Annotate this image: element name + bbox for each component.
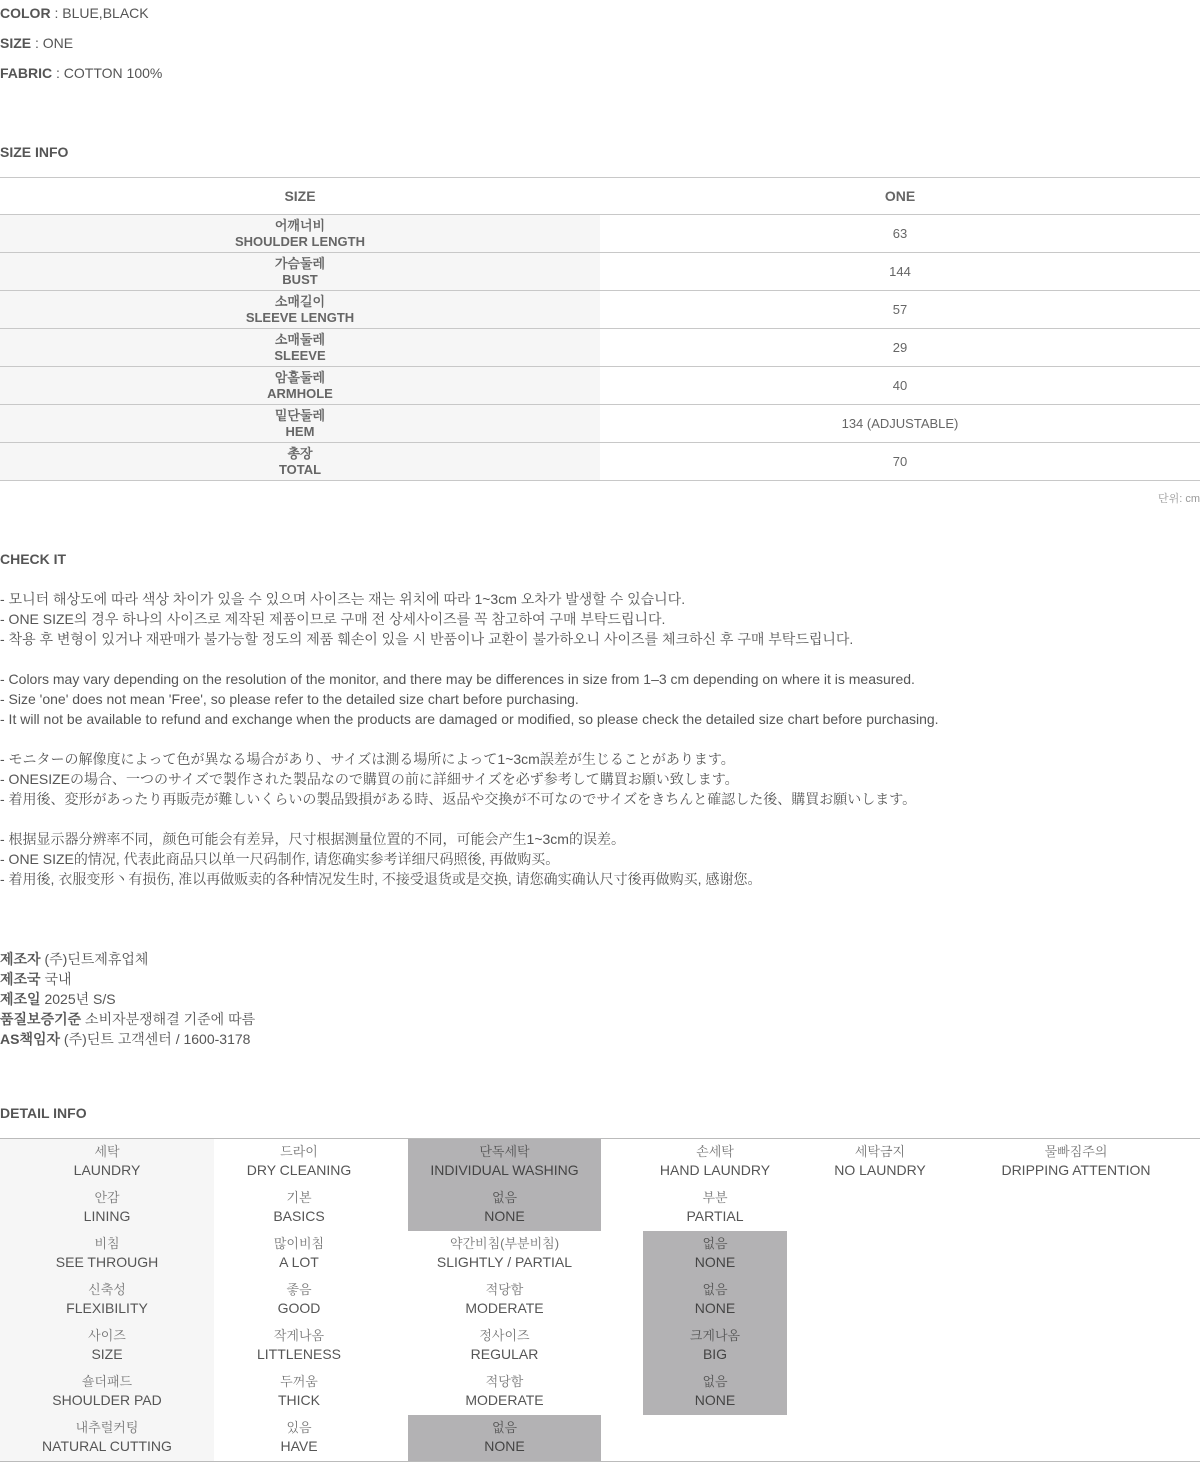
measure-value: 144 [600,253,1200,291]
spec-value: : BLUE,BLACK [50,5,149,21]
measure-label-en: SLEEVE LENGTH [245,309,355,325]
maker-value: (주)딘트제휴업체 [40,951,149,967]
measure-label [0,215,600,253]
detail-option [408,1277,601,1323]
detail-label-ko: 내추럴커팅 [75,1420,139,1435]
detail-label-flexibility [0,1277,214,1323]
detail-label-en: NATURAL CUTTING [42,1438,172,1454]
spec-label: SIZE [0,35,32,51]
option-en: BIG [702,1346,728,1362]
option-en: SLIGHTLY / PARTIAL [436,1254,573,1270]
detail-label-ko: 사이즈 [88,1328,126,1343]
unit-label: 단위: cm [1157,493,1200,505]
measure-label-en: SLEEVE [274,347,326,363]
note-line: - 착용 후 변형이 있거나 재판매가 불가능할 정도의 제품 훼손이 있을 시 반품이나 교환이 불가하오니 사이즈를 체크하신 후 구매 부탁드립니다. [0,631,854,647]
option-ko: 크게나옴 [689,1328,741,1343]
note-line: - 根据显示器分辨率不同，颜色可能会有差异，尺寸根据测量位置的不同，可能会产生1~3cm的误差。 [0,831,625,847]
option-en: INDIVIDUAL WASHING [430,1162,579,1178]
note-line: - Size 'one' does not mean 'Free', so please refer to the detailed size chart before purchasing. [0,691,579,707]
measure-value: 40 [600,367,1200,405]
detail-label-en: SEE THROUGH [55,1254,159,1270]
detail-label-shoulder-pad [0,1369,214,1415]
maker-label: 제조자 [0,951,41,967]
detail-label-en: FLEXIBILITY [66,1300,148,1316]
maker-line [0,989,116,1009]
table-row [0,215,1200,253]
measure-label [0,405,600,443]
option-ko: 약간비침(부분비침) [449,1236,560,1251]
detail-option [214,1139,384,1185]
check-it-title: CHECK IT [0,551,67,567]
note-line: - It will not be available to refund and exchange when the products are damaged or modified, so please check the detailed size chart before purchasing. [0,711,939,727]
option-en: HAND LAUNDRY [659,1162,771,1178]
option-en: MODERATE [465,1300,544,1316]
detail-option-selected [643,1323,787,1369]
detail-option [214,1369,384,1415]
note-line: - Colors may vary depending on the resolution of the monitor, and there may be differences in size from 1–3 cm depending on where it is measured. [0,671,915,687]
spec-fabric [0,65,162,81]
option-ko: 작게나옴 [273,1328,325,1343]
option-en: HAVE [280,1438,318,1454]
size-info-title: SIZE INFO [0,144,69,160]
detail-option [214,1185,384,1231]
option-en: A LOT [279,1254,319,1270]
measure-label [0,443,600,481]
option-ko: 없음 [702,1282,728,1297]
note-line: - モニターの解像度によって色が異なる場合があり、サイズは測る場所によって1~3cm誤差が生じることがあります。 [0,751,735,767]
detail-option [214,1277,384,1323]
option-ko: 적당함 [485,1374,524,1389]
measure-label-ko: 소매길이 [274,293,326,309]
note-line: - ONESIZEの場合、一つのサイズで製作された製品なので購買の前に詳細サイズを必ず参考して購買お願い致します。 [0,771,739,787]
spec-label: COLOR [0,5,51,21]
measure-value: 57 [600,291,1200,329]
option-ko: 부분 [702,1190,728,1205]
measure-label-ko: 밑단둘레 [274,407,326,423]
detail-option [643,1185,787,1231]
detail-option-selected [643,1231,787,1277]
option-ko: 없음 [491,1190,518,1205]
maker-label: 품질보증기준 [0,1011,82,1027]
maker-value: 국내 [40,971,72,987]
measure-label-en: SHOULDER LENGTH [235,233,365,249]
size-table [0,177,1200,481]
detail-label-lining [0,1185,214,1231]
detail-label-see-through [0,1231,214,1277]
detail-label-en: LAUNDRY [73,1162,141,1178]
measure-label-en: TOTAL [278,461,322,477]
table-row [0,367,1200,405]
maker-value: 소비자분쟁해결 기준에 따름 [81,1011,256,1027]
detail-option [810,1139,950,1185]
maker-value: (주)딘트 고객센터 / 1600-3178 [60,1031,251,1047]
option-en: BASICS [273,1208,325,1224]
option-ko: 많이비침 [273,1236,325,1251]
detail-label-ko: 세탁 [94,1144,120,1159]
option-en: THICK [278,1392,320,1408]
maker-label: AS책임자 [0,1031,61,1047]
detail-option [408,1231,601,1277]
note-line: - ONE SIZE의 경우 하나의 사이즈로 제작된 제품이므로 구매 전 상세사이즈를 꼭 참고하여 구매 부탁드립니다. [0,611,666,627]
maker-line [0,949,148,969]
note-line: - ONE SIZE的情况, 代表此商品只以单一尺码制作, 请您确实参考详细尺码照後, 再做购买。 [0,851,560,867]
option-en: NONE [694,1300,736,1316]
measure-value: 70 [600,443,1200,481]
note-line: - 모니터 해상도에 따라 색상 차이가 있을 수 있으며 사이즈는 재는 위치에 따라 1~3cm 오차가 발생할 수 있습니다. [0,591,686,607]
option-ko: 드라이 [280,1144,318,1159]
detail-label-en: SIZE [91,1346,123,1362]
measure-label-en: BUST [282,271,318,287]
spec-color [0,5,149,21]
table-row [0,405,1200,443]
option-ko: 적당함 [485,1282,524,1297]
option-ko: 없음 [702,1236,728,1251]
maker-label: 제조국 [0,971,41,987]
spec-value: : ONE [31,35,74,51]
option-en: NONE [484,1438,525,1454]
measure-value: 63 [600,215,1200,253]
size-header-label: SIZE [0,178,600,215]
measure-value: 29 [600,329,1200,367]
option-en: REGULAR [470,1346,539,1362]
detail-label-ko: 비침 [94,1236,120,1251]
option-en: NO LAUNDRY [834,1162,926,1178]
detail-option [214,1415,384,1461]
measure-label-ko: 가슴둘레 [274,255,326,271]
spec-label: FABRIC [0,65,53,81]
detail-label-en: SHOULDER PAD [52,1392,162,1408]
option-en: DRIPPING ATTENTION [1001,1162,1151,1178]
option-ko: 두꺼움 [280,1374,318,1389]
detail-option [214,1323,384,1369]
spec-size [0,35,73,51]
measure-label-ko: 소매둘레 [274,331,326,347]
measure-label [0,253,600,291]
detail-option-selected [408,1139,601,1185]
table-row [0,329,1200,367]
spec-value: : COTTON 100% [52,65,163,81]
detail-option [643,1139,787,1185]
option-en: DRY CLEANING [246,1162,352,1178]
size-table-header [0,178,1200,215]
detail-option [408,1369,601,1415]
measure-label [0,329,600,367]
measure-label-en: HEM [285,423,315,439]
detail-label-ko: 안감 [94,1190,120,1205]
measure-label [0,291,600,329]
detail-info-title: DETAIL INFO [0,1105,87,1121]
option-ko: 없음 [702,1374,728,1389]
option-ko: 좋음 [286,1282,312,1297]
detail-label-ko: 숄더패드 [81,1374,133,1389]
table-row [0,291,1200,329]
maker-value: 2025년 S/S [40,991,116,1007]
note-line: - 着用後、変形があったり再販売が難しいくらいの製品毀損がある時、返品や交換が不可なのでサイズをきちんと確認した後、購買お願いします。 [0,791,917,807]
option-ko: 손세탁 [696,1144,734,1159]
option-ko: 단독세탁 [479,1144,530,1159]
option-ko: 없음 [491,1420,518,1435]
maker-label: 제조일 [0,991,41,1007]
detail-label-ko: 신축성 [88,1282,126,1297]
maker-line [0,1029,250,1049]
detail-option [214,1231,384,1277]
option-ko: 기본 [286,1190,312,1205]
detail-label-size [0,1323,214,1369]
detail-label-laundry [0,1139,214,1185]
measure-label-en: ARMHOLE [267,385,333,401]
detail-option-selected [408,1415,601,1461]
maker-line [0,1009,255,1029]
detail-option-selected [643,1369,787,1415]
table-row [0,443,1200,481]
detail-option-selected [408,1185,601,1231]
detail-label-natural-cutting [0,1415,214,1461]
option-en: NONE [484,1208,525,1224]
option-ko: 있음 [286,1420,312,1435]
measure-label-ko: 어깨너비 [274,217,326,233]
measure-label-ko: 총장 [287,445,313,461]
option-en: MODERATE [465,1392,544,1408]
option-ko: 물빠짐주의 [1044,1144,1108,1159]
detail-option [408,1323,601,1369]
option-en: PARTIAL [686,1208,744,1224]
measure-label-ko: 암홀둘레 [274,369,326,385]
detail-label-en: LINING [83,1208,131,1224]
note-line: - 着用後, 衣服变形丶有损伤, 准以再做贩卖的各种情况发生时, 不接受退货或是交换, 请您确实确认尺寸後再做购买, 感谢您。 [0,871,762,887]
detail-option [990,1139,1162,1185]
table-row [0,253,1200,291]
option-en: LITTLENESS [256,1346,342,1362]
measure-value: 134 (ADJUSTABLE) [600,405,1200,443]
maker-line [0,969,72,989]
option-en: NONE [694,1254,736,1270]
option-en: GOOD [277,1300,321,1316]
option-ko: 세탁금지 [854,1144,906,1159]
option-ko: 정사이즈 [479,1328,530,1343]
size-header-value: ONE [600,178,1200,215]
detail-option-selected [643,1277,787,1323]
measure-label [0,367,600,405]
option-en: NONE [694,1392,736,1408]
